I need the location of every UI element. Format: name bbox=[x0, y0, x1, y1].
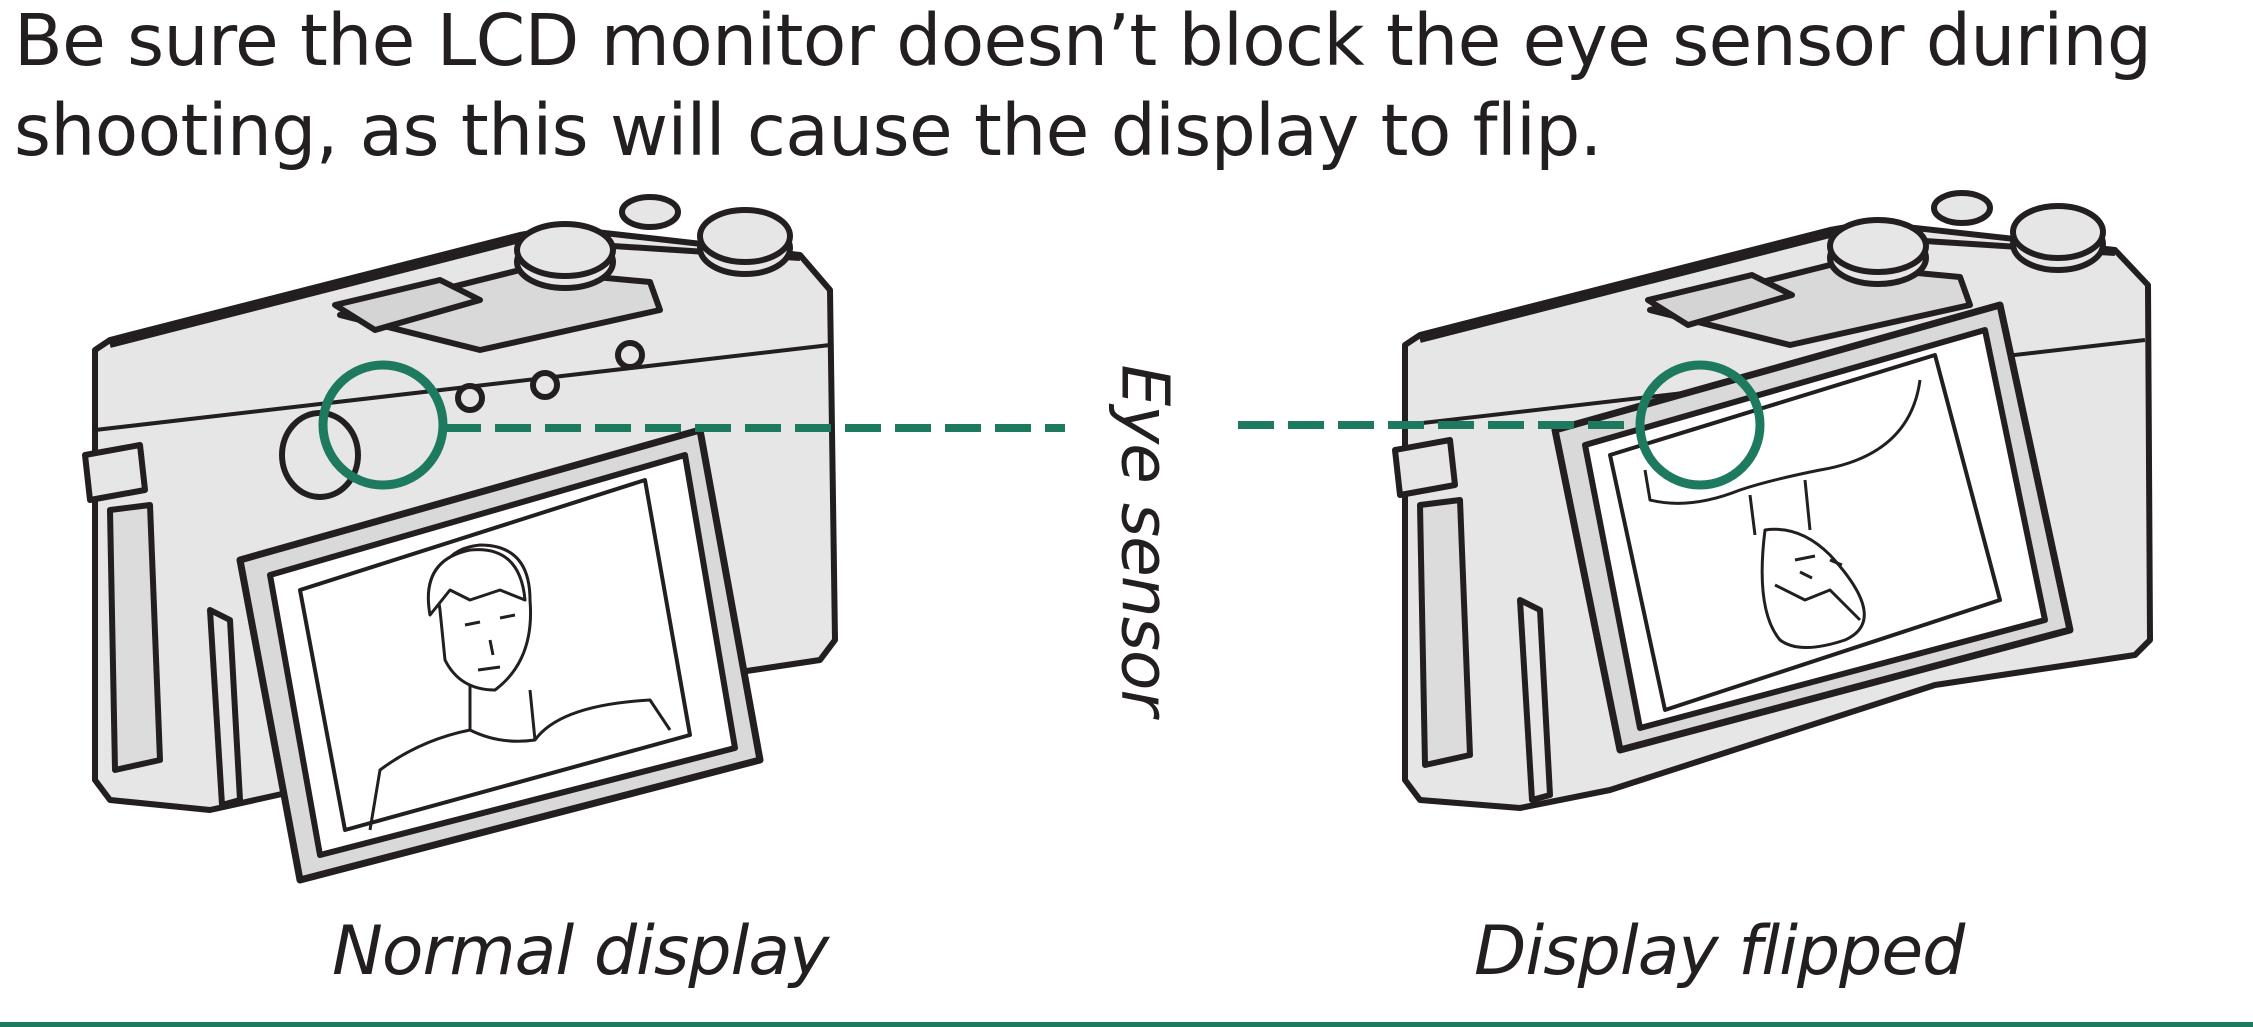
bottom-rule bbox=[0, 1022, 2253, 1027]
intro-paragraph: Be sure the LCD monitor doesn’t block the eye sensor during shooting, as this will cause the display to flip. bbox=[14, 0, 2152, 172]
caption-display-flipped: Display flipped bbox=[1474, 912, 1965, 991]
caption-normal-display: Normal display bbox=[332, 912, 829, 991]
camera-right bbox=[1395, 193, 2150, 808]
camera-left bbox=[85, 197, 835, 880]
eye-sensor-label: Eye sensor bbox=[1106, 364, 1184, 716]
